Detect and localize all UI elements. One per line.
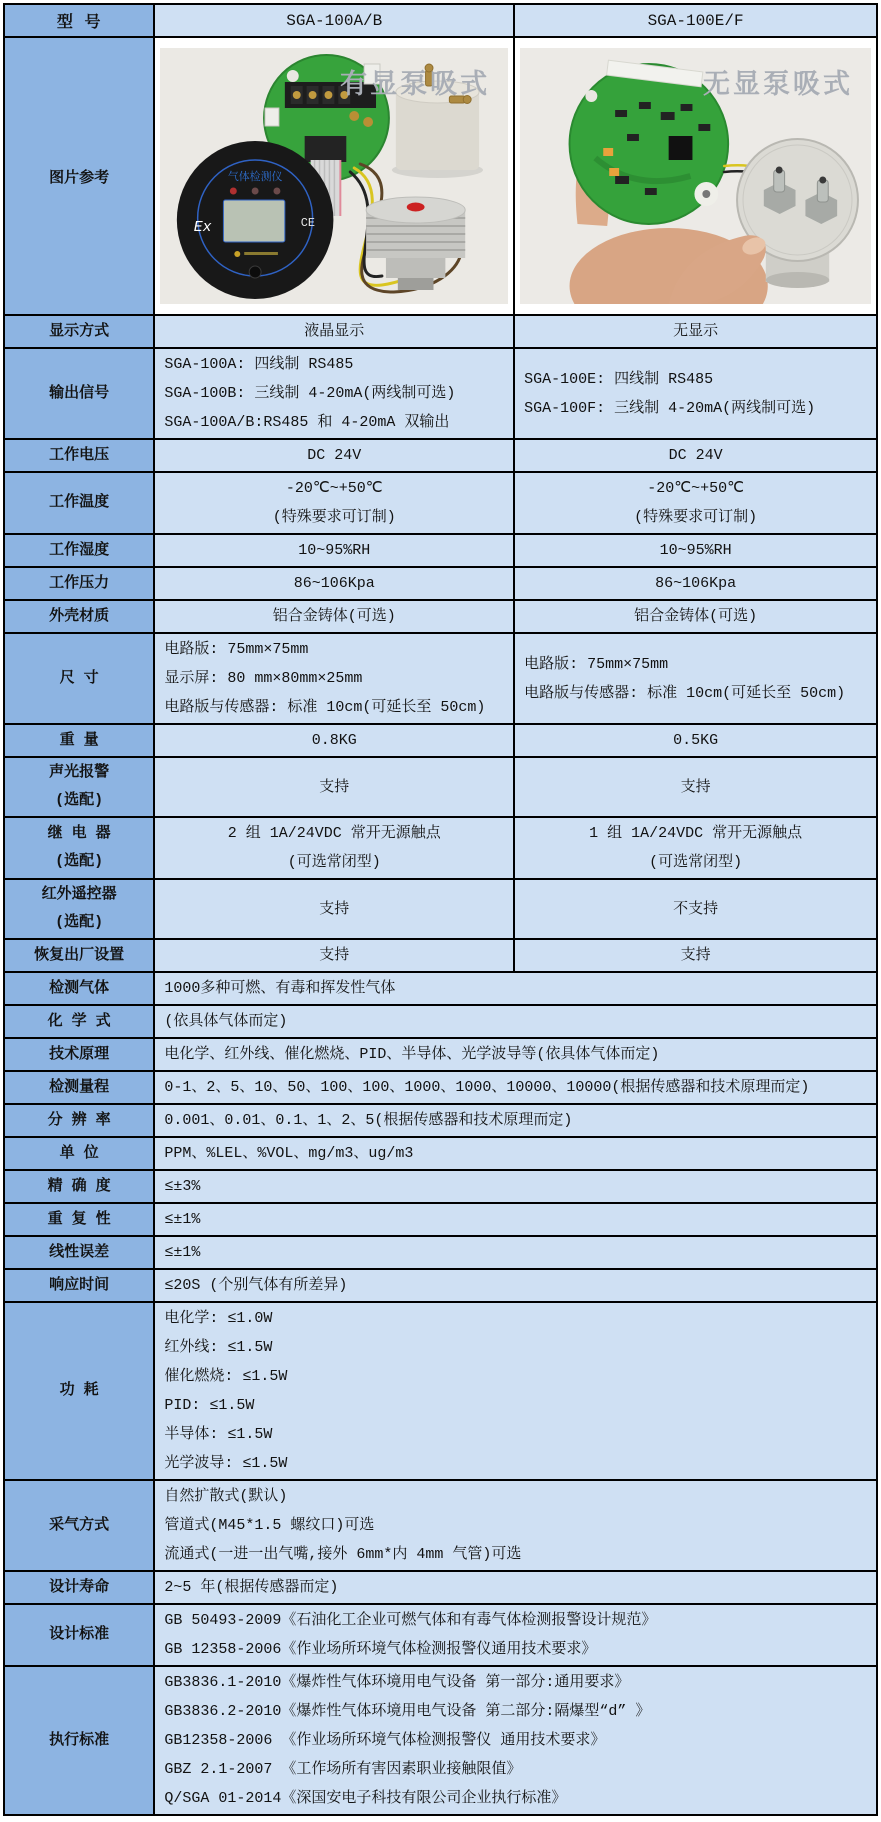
- row-label: 技术原理: [4, 1038, 154, 1071]
- row-label: 声光报警 (选配): [4, 757, 154, 817]
- image-row-label: 图片参考: [4, 37, 154, 315]
- model-row-label: 型 号: [4, 4, 154, 37]
- gas-detector-display-icon: [177, 141, 334, 299]
- value-cell-col2: SGA-100E: 四线制 RS485 SGA-100F: 三线制 4-20mA(两线制可选): [514, 348, 877, 439]
- value-cell-span: 1000多种可燃、有毒和挥发性气体: [154, 972, 877, 1005]
- ex-badge-text: Ex: [194, 219, 212, 237]
- value-cell-span: ≤20S (个别气体有所差异): [154, 1269, 877, 1302]
- spec-row: [4, 972, 877, 1005]
- value-cell-col2: 支持: [514, 757, 877, 817]
- row-label: 采气方式: [4, 1480, 154, 1571]
- product-photo-sga100ef: [520, 48, 871, 304]
- spec-row: [4, 817, 877, 879]
- value-cell-col2: DC 24V: [514, 439, 877, 472]
- value-cell-span: 0-1、2、5、10、50、100、100、1000、1000、10000、10000(根据传感器和技术原理而定): [154, 1071, 877, 1104]
- spec-row: [4, 600, 877, 633]
- row-label: 显示方式: [4, 315, 154, 348]
- image-row: [4, 37, 877, 315]
- spec-row: [4, 1666, 877, 1815]
- spec-row: [4, 1269, 877, 1302]
- spec-row: [4, 633, 877, 724]
- spec-row: [4, 1480, 877, 1571]
- value-cell-col2: 10~95%RH: [514, 534, 877, 567]
- value-cell-col1: 液晶显示: [154, 315, 514, 348]
- row-label: 工作电压: [4, 439, 154, 472]
- value-cell-col1: 86~106Kpa: [154, 567, 514, 600]
- row-label: 响应时间: [4, 1269, 154, 1302]
- value-cell-col1: -20℃~+50℃ (特殊要求可订制): [154, 472, 514, 534]
- spec-row: [4, 1203, 877, 1236]
- photo-cell-left: [154, 37, 514, 315]
- row-label: 检测气体: [4, 972, 154, 1005]
- spec-row: [4, 534, 877, 567]
- value-cell-col1: 电路版: 75mm×75mm 显示屏: 80 mm×80mm×25mm 电路版与传感器: 标准 10cm(可延长至 50cm): [154, 633, 514, 724]
- spec-row: [4, 1571, 877, 1604]
- row-label: 重 复 性: [4, 1203, 154, 1236]
- value-cell-col1: 10~95%RH: [154, 534, 514, 567]
- row-label: 红外遥控器 (选配): [4, 879, 154, 939]
- value-cell-col1: SGA-100A: 四线制 RS485 SGA-100B: 三线制 4-20mA(两线制可选) SGA-100A/B:RS485 和 4-20mA 双输出: [154, 348, 514, 439]
- row-label: 化 学 式: [4, 1005, 154, 1038]
- value-cell-span: GB 50493-2009《石油化工企业可燃气体和有毒气体检测报警设计规范》 GB 12358-2006《作业场所环境气体检测报警仪通用技术要求》: [154, 1604, 877, 1666]
- spec-table: [3, 3, 878, 1816]
- spec-row: [4, 1236, 877, 1269]
- row-label: 继 电 器 (选配): [4, 817, 154, 879]
- row-label: 外壳材质: [4, 600, 154, 633]
- value-cell-col2: -20℃~+50℃ (特殊要求可订制): [514, 472, 877, 534]
- spec-row: [4, 1170, 877, 1203]
- detector-title-text: 气体检测仪: [228, 171, 283, 185]
- value-cell-span: 2~5 年(根据传感器而定): [154, 1571, 877, 1604]
- value-cell-col2: 电路版: 75mm×75mm 电路版与传感器: 标准 10cm(可延长至 50cm): [514, 633, 877, 724]
- right-photo-watermark: 无显泵吸式: [703, 69, 853, 99]
- row-label: 功 耗: [4, 1302, 154, 1480]
- spec-row: [4, 1071, 877, 1104]
- spec-row: [4, 1302, 877, 1480]
- ce-badge-text: CE: [301, 215, 316, 231]
- photo-cell-right: [514, 37, 877, 315]
- row-label: 单 位: [4, 1137, 154, 1170]
- spec-row: [4, 348, 877, 439]
- spec-rows: [4, 315, 877, 1815]
- spec-row: [4, 939, 877, 972]
- value-cell-col1: DC 24V: [154, 439, 514, 472]
- value-cell-col1: 支持: [154, 879, 514, 939]
- value-cell-col2: 1 组 1A/24VDC 常开无源触点 (可选常闭型): [514, 817, 877, 879]
- spec-row: [4, 315, 877, 348]
- row-label: 执行标准: [4, 1666, 154, 1815]
- value-cell-span: GB3836.1-2010《爆炸性气体环境用电气设备 第一部分:通用要求》 GB3836.2-2010《爆炸性气体环境用电气设备 第二部分:隔爆型“d” 》 GB12358-2006 《作业场所环境气体检测报警仪 通用技术要求》 GBZ 2.1-2007 《工作场所有害因素职业接触限值》 Q/SGA 01-2014《深国安电子科技有限公司企业执行标准》: [154, 1666, 877, 1815]
- spec-row: [4, 757, 877, 817]
- value-cell-col2: 不支持: [514, 879, 877, 939]
- value-cell-col2: 支持: [514, 939, 877, 972]
- spec-row: [4, 1038, 877, 1071]
- row-label: 输出信号: [4, 348, 154, 439]
- left-photo-watermark: 有显泵吸式: [340, 69, 491, 99]
- value-cell-span: 自然扩散式(默认) 管道式(M45*1.5 螺纹口)可选 流通式(一进一出气嘴,接外 6mm*内 4mm 气管)可选: [154, 1480, 877, 1571]
- value-cell-col2: 0.5KG: [514, 724, 877, 757]
- row-label: 设计寿命: [4, 1571, 154, 1604]
- value-cell-span: ≤±1%: [154, 1203, 877, 1236]
- value-cell-col1: 支持: [154, 757, 514, 817]
- header-row: [4, 4, 877, 37]
- spec-row: [4, 1604, 877, 1666]
- value-cell-col1: 0.8KG: [154, 724, 514, 757]
- value-cell-span: 电化学: ≤1.0W 红外线: ≤1.5W 催化燃烧: ≤1.5W PID: ≤1.5W 半导体: ≤1.5W 光学波导: ≤1.5W: [154, 1302, 877, 1480]
- spec-row: [4, 1104, 877, 1137]
- spec-row: [4, 472, 877, 534]
- spec-row: [4, 1137, 877, 1170]
- spec-row: [4, 1005, 877, 1038]
- value-cell-col1: 2 组 1A/24VDC 常开无源触点 (可选常闭型): [154, 817, 514, 879]
- value-cell-span: 0.001、0.01、0.1、1、2、5(根据传感器和技术原理而定): [154, 1104, 877, 1137]
- row-label: 线性误差: [4, 1236, 154, 1269]
- row-label: 设计标准: [4, 1604, 154, 1666]
- row-label: 工作压力: [4, 567, 154, 600]
- value-cell-col1: 支持: [154, 939, 514, 972]
- spec-row: [4, 567, 877, 600]
- row-label: 工作温度: [4, 472, 154, 534]
- value-cell-span: (依具体气体而定): [154, 1005, 877, 1038]
- value-cell-span: ≤±3%: [154, 1170, 877, 1203]
- value-cell-span: PPM、%LEL、%VOL、mg/m3、ug/m3: [154, 1137, 877, 1170]
- model-name-col1: SGA-100A/B: [154, 4, 514, 37]
- model-name-col2: SGA-100E/F: [514, 4, 877, 37]
- row-label: 尺 寸: [4, 633, 154, 724]
- row-label: 检测量程: [4, 1071, 154, 1104]
- product-photo-sga100ab: [160, 48, 508, 304]
- row-label: 恢复出厂设置: [4, 939, 154, 972]
- value-cell-span: 电化学、红外线、催化燃烧、PID、半导体、光学波导等(依具体气体而定): [154, 1038, 877, 1071]
- spec-row: [4, 879, 877, 939]
- value-cell-span: ≤±1%: [154, 1236, 877, 1269]
- value-cell-col2: 86~106Kpa: [514, 567, 877, 600]
- value-cell-col2: 铝合金铸体(可选): [514, 600, 877, 633]
- row-label: 分 辨 率: [4, 1104, 154, 1137]
- row-label: 工作湿度: [4, 534, 154, 567]
- row-label: 重 量: [4, 724, 154, 757]
- spec-row: [4, 724, 877, 757]
- row-label: 精 确 度: [4, 1170, 154, 1203]
- value-cell-col2: 无显示: [514, 315, 877, 348]
- value-cell-col1: 铝合金铸体(可选): [154, 600, 514, 633]
- spec-row: [4, 439, 877, 472]
